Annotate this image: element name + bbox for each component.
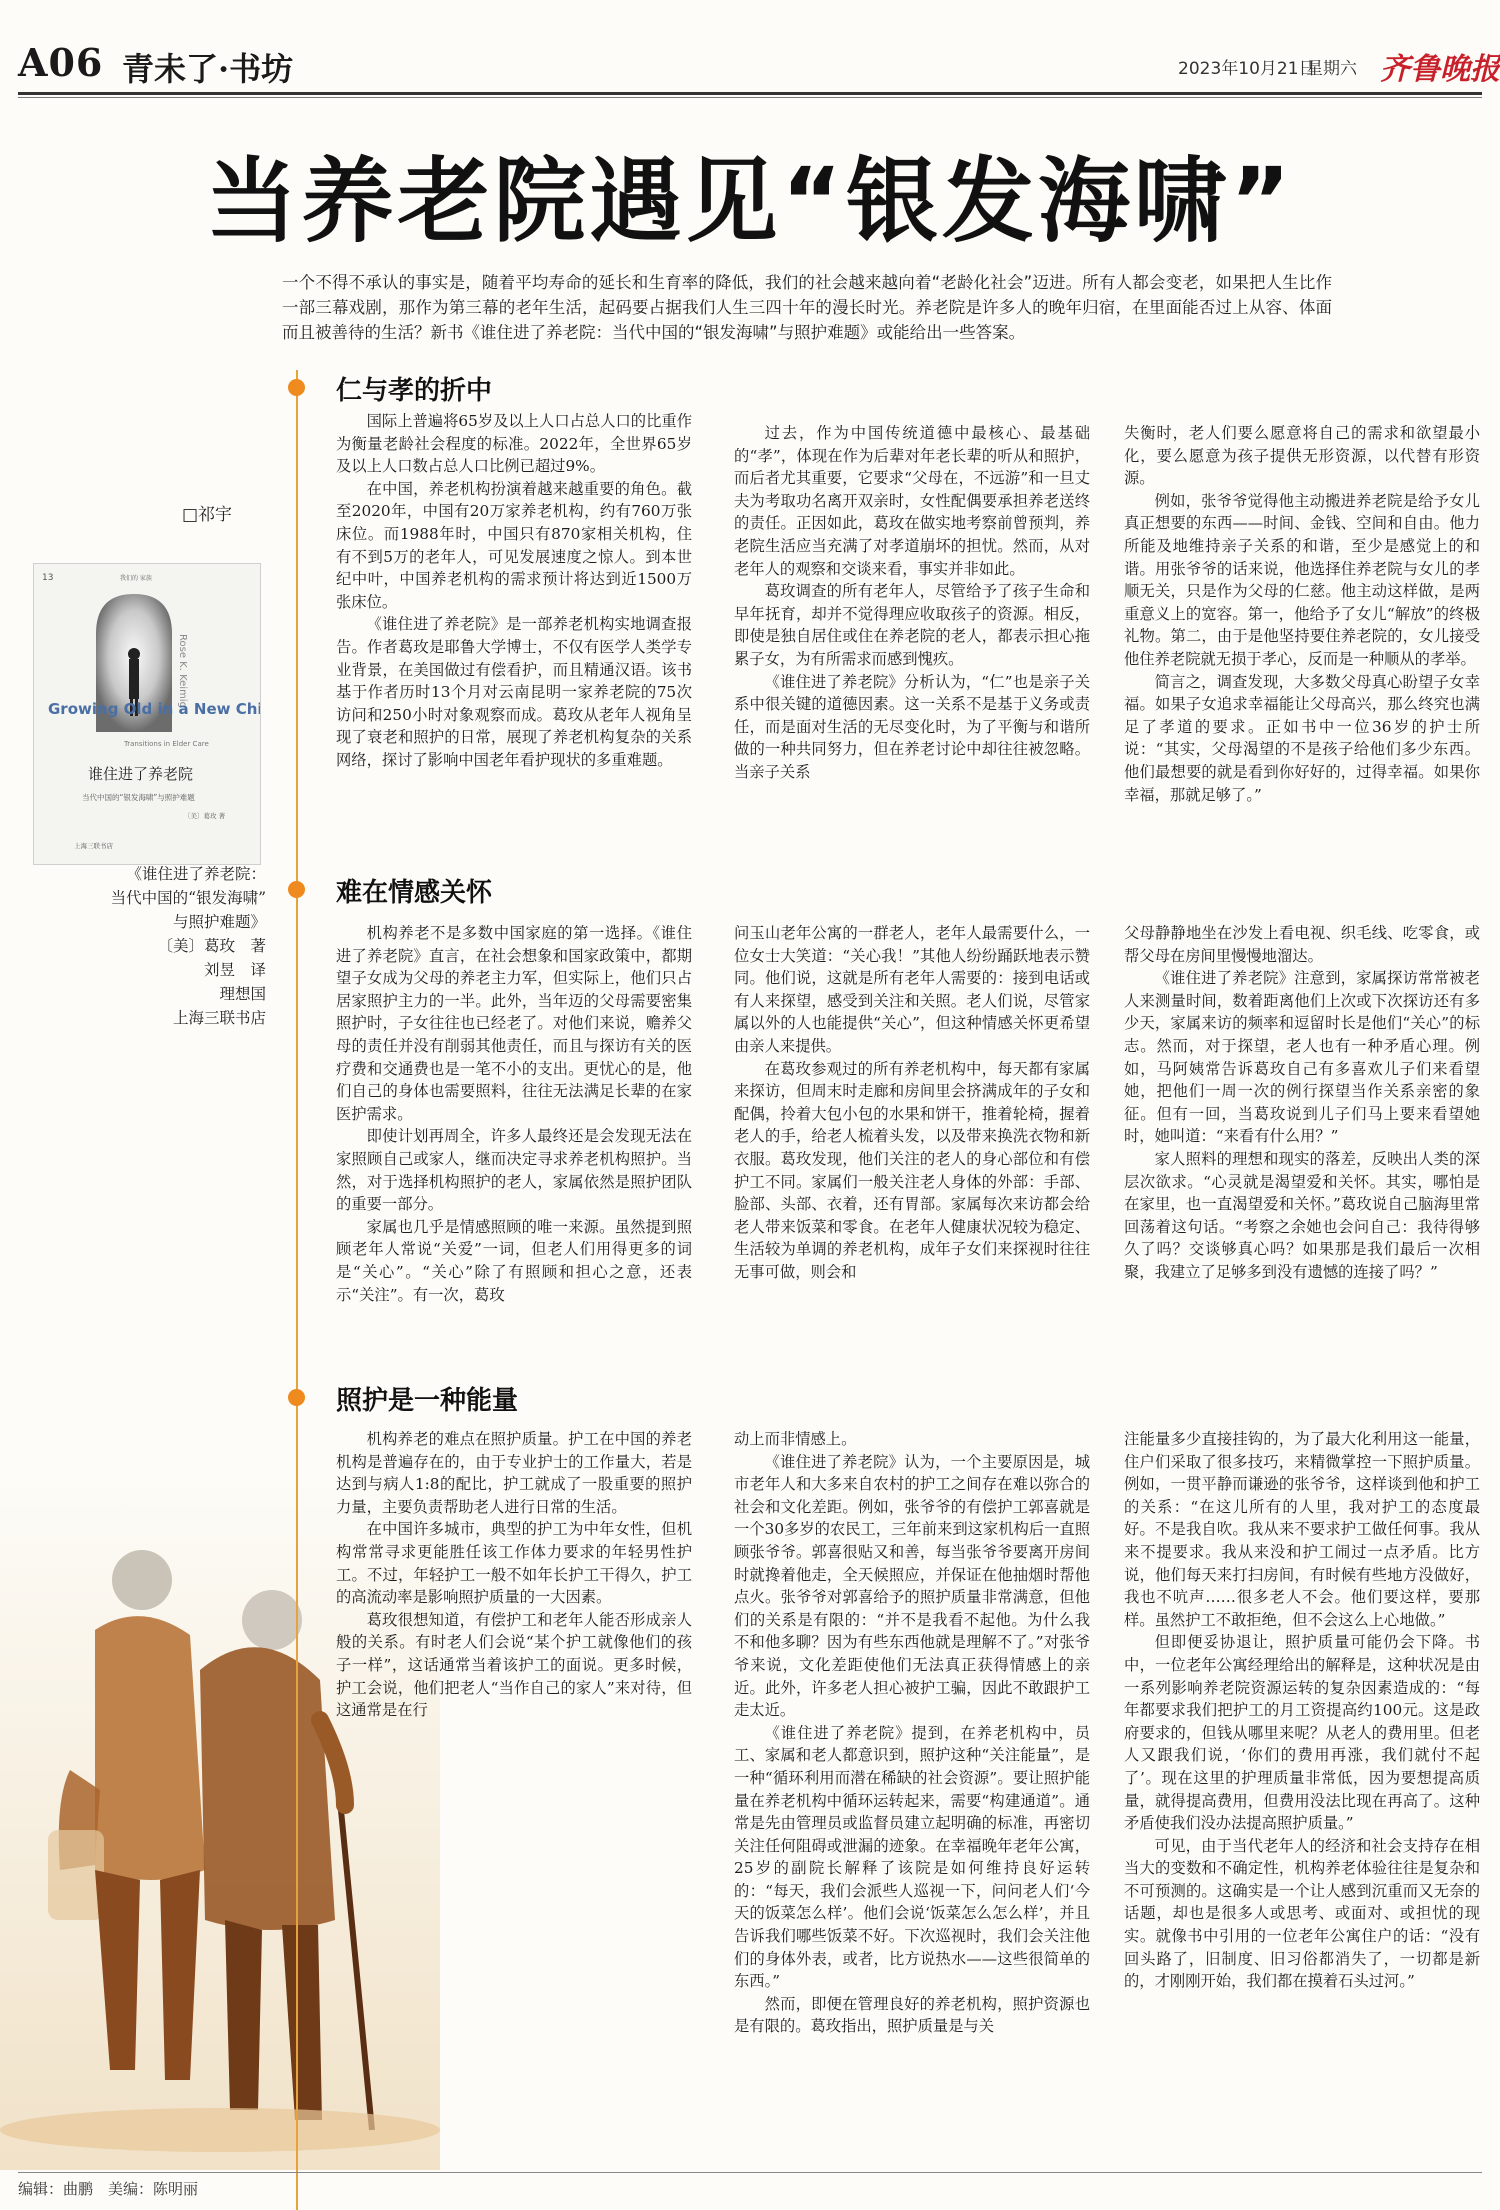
paragraph: 《谁住进了养老院》提到，在养老机构中，员工、家属和老人都意识到，照护这种“关注能量”，是一种“循环利用而潜在稀缺的社会资源”。要让照护能量在养老机构中循环运转起来，需要“构建通道”。通常是先由管理员或监督员建立起明确的标准，再密切关注任何阻碍或泄漏的迹象。在幸福晚年老年公寓，25岁的副院长解释了该院是如何维持良好运转的：“每天，我们会派些人巡视一下，问问老人们‘今天的饭菜怎么样’。他们会说‘饭菜怎么怎么样’，并且告诉我们哪些饭菜不好。下次巡视时，我们会关注他们的身体外表，或者，比方说热水——这些很简单的东西。” (734, 1723, 1090, 1991)
paragraph: 例如，张爷爷觉得他主动搬进养老院是给予女儿真正想要的东西——时间、金钱、空间和自由。他力所能及地维持亲子关系的和谐，至少是感觉上的和谐。用张爷爷的话来说，他选择住养老院与女儿的孝顺无关，只是作为父母的仁慈。他主动这样做，是两重意义上的宽容。第一，他给予了女儿“解放”的终极礼物。第二，由于是他坚持要住养老院的，女儿接受他住养老院就无损于孝心，反而是一种顺从的孝举。 (1124, 491, 1480, 668)
article-column (336, 922, 692, 1362)
caption-line: 〔美〕葛玫 著 (157, 937, 266, 955)
paragraph: 机构养老不是多数中国家庭的第一选择。《谁住进了养老院》直言，在社会想象和国家政策中，都期望子女成为父母的养老主力军，但实际上，他们只占居家照护主力的一半。此外，当年迈的父母需要密集照护时，子女往往也已经老了。对他们来说，赡养父母的责任并没有削弱其他责任，而且与探访有关的医疗费和交通费也是一笔不小的支出。更忧心的是，他们自己的身体也需要照料，往往无法满足长辈的在家医护需求。 (336, 924, 692, 1123)
caption-line: 《谁住进了养老院： (126, 865, 266, 883)
book-cover (33, 563, 261, 865)
paragraph: 在葛玫参观过的所有养老机构中，每天都有家属来探访，但周末时走廊和房间里会挤满成年的子女和配偶，拎着大包小包的水果和饼干，推着轮椅，握着老人的手，给老人梳着头发，以及带来换洗衣物和新衣服。葛玫发现，他们关注的老人的身心部位和有偿护工不同。家属们一般关注老人身体的外部：手部、脸部、头部、衣着，还有胃部。家属每次来访都会给老人带来饭菜和零食。在老年人健康状况较为稳定、生活较为单调的养老机构，成年子女们来探视时往往无事可做，则会和 (734, 1059, 1090, 1281)
paragraph: 《谁住进了养老院》注意到，家属探访常常被老人来测量时间，数着距离他们上次或下次探访还有多少天，家属来访的频率和逗留时长是他们“关心”的标志。然而，对于探望，老人也有一种矛盾心理。例如，马阿姨常告诉葛玫自己有多喜欢儿子们来看望她，把他们一周一次的例行探望当作关系亲密的象征。但有一回，当葛玫说到儿子们马上要来看望她时，她叫道：“来看有什么用？” (1124, 969, 1480, 1146)
section-dot-icon (288, 379, 305, 396)
paragraph: 《谁住进了养老院》是一部养老机构实地调查报告。作者葛玫是耶鲁大学博士，不仅有医学人类学专业背景，在美国做过有偿看护，而且精通汉语。该书基于作者历时13个月对云南昆明一家养老院的75次访问和250小时对象观察而成。葛玫从老年人视角呈现了衰老和照护的日常，展现了养老机构复杂的关系网络，探讨了影响中国老年看护现状的多重难题。 (336, 615, 692, 769)
paragraph: 家人照料的理想和现实的落差，反映出人类的深层次欲求。“心灵就是渴望爱和关怀。其实，哪怕是在家里，也一直渴望爱和关怀。”葛玫说自己脑海里常回荡着这句话。“考察之余她也会问自己：我待得够久了吗？交谈够真心吗？如果那是我们最后一次相聚，我建立了足够多到没有遗憾的连接了吗？” (1124, 1149, 1480, 1281)
paragraph: 家属也几乎是情感照顾的唯一来源。虽然提到照顾老年人常说“关爱”一词，但老人们用得更多的词是“关心”。“关心”除了有照顾和担心之意，还表示“关注”。有一次，葛玫 (336, 1217, 692, 1304)
paragraph: 在中国许多城市，典型的护工为中年女性，但机构常常寻求更能胜任该工作体力要求的年轻男性护工。不过，年轻护工一般不如年长护工干得久，护工的高流动率是影响照护质量的一大因素。 (336, 1520, 692, 1607)
page-number: A06 (18, 40, 104, 85)
cover-number: 13 (42, 573, 54, 583)
paragraph: 国际上普遍将65岁及以上人口占总人口的比重作为衡量老龄社会程度的标准。2022年，全世界65岁及以上人口数占总人口比例已超过9%。 (336, 412, 692, 476)
editor-credits: 编辑：曲鹏 美编：陈明丽 (18, 2180, 199, 2198)
cover-subtitle: 当代中国的“银发海啸”与照护难题 (82, 793, 195, 802)
paragraph: 机构养老的难点在照护质量。护工在中国的养老机构是普遍存在的，由于专业护士的工作量大，若是达到与病人1:8的配比，护工就成了一股重要的照护力量，主要负责帮助老人进行日常的生活。 (336, 1430, 692, 1516)
caption-line: 与照护难题》 (172, 913, 266, 931)
article-column (734, 922, 1090, 1362)
cover-author-en: Rose K. Keimig (177, 634, 188, 708)
section-title: 照护是一种能量 (336, 1386, 519, 1416)
caption-line: 上海三联书店 (172, 1009, 266, 1027)
paragraph: 动上而非情感上。 (734, 1430, 857, 1448)
paragraph: 简言之，调查发现，大多数父母真心盼望子女幸福。如果子女追求幸福能让父母高兴，那么终究也满足了孝道的要求。正如书中一位36岁的护士所说：“其实，父母渴望的不是孩子给他们多少东西。他们最想要的就是看到你好好的，过得幸福。如果你幸福，那就足够了。” (1124, 672, 1480, 804)
paragraph: 然而，即便在管理良好的养老机构，照护资源也是有限的。葛玫指出，照护质量是与关 (734, 1994, 1090, 2036)
paragraph: 即使计划再周全，许多人最终还是会发现无法在家照顾自己或家人，继而决定寻求养老机构照护。当然，对于选择机构照护的老人，家属依然是照护团队的重要一部分。 (336, 1127, 692, 1214)
paragraph: 《谁住进了养老院》认为，一个主要原因是，城市老年人和大多来自农村的护工之间存在难以弥合的社会和文化差距。例如，张爷爷的有偿护工郭喜就是一个30多岁的农民工，三年前来到这家机构后一直照顾张爷爷。郭喜很贴又和善，每当张爷爷要离开房间时就搀着他走，全天候照应，并保证在他抽烟时帮他点火。张爷爷对郭喜给予的照护质量非常满意，但他们的关系是有限的：“并不是我看不起他。为什么我不和他多聊？因为有些东西他就是理解不了。”对张爷爷来说，文化差距使他们无法真正获得情感上的亲近。此外，许多老人担心被护工骗，因此不敢跟护工走太近。 (734, 1452, 1090, 1720)
cover-title: 谁住进了养老院 (88, 765, 194, 783)
caption-line: 当代中国的“银发海啸” (110, 889, 266, 907)
masthead-logo: 齐鲁晚报 (1380, 52, 1500, 87)
section-rule (296, 370, 298, 2210)
paragraph: 过去，作为中国传统道德中最核心、最基础的“孝”，体现在作为后辈对年老长辈的听从和照护，而后者尤其重要，它要求“父母在，不远游”和一旦丈夫为考取功名离开双亲时，女性配偶要承担养老送终的责任。正因如此，葛玫在做实地考察前曾预判，养老院生活应当充满了对孝道崩坏的担忧。然而，从对老年人的观察和交谈来看，事实并非如此。 (734, 424, 1090, 578)
footer-rule (18, 2172, 1482, 2173)
paragraph: 葛玫调查的所有老年人，尽管给予了孩子生命和早年抚育，却并不觉得理应收取孩子的资源。相反，即使是独自居住或住在养老院的老人，都表示担心拖累子女，为有所需求而感到愧疚。 (734, 582, 1090, 668)
lede-paragraph: 一个不得不承认的事实是，随着平均寿命的延长和生育率的降低，我们的社会越来越向着“老龄化社会”迈进。所有人都会变老，如果把人生比作一部三幕戏剧，那作为第三幕的老年生活，起码要占据我们人生三四十年的漫长时光。养老院是许多人的晚年归宿，在里面能否过上从容、体面而且被善待的生活？新书《谁住进了养老院：当代中国的“银发海啸”与照护难题》或能给出一些答案。 (282, 273, 1332, 342)
paragraph: 可见，由于当代老年人的经济和社会支持存在相当大的变数和不确定性，机构养老体验往往是复杂和不可预测的。这确实是一个让人感到沉重而又无奈的话题，却也是很多人或思考、或面对、或担忧的现实。就像书中引用的一位老年公寓住户的话：“没有回头路了，旧制度、旧习俗都消失了，一切都是新的，才刚刚开始，我们都在摸着石头过河。” (1124, 1836, 1480, 1991)
caption-line: 刘昱 译 (203, 961, 266, 979)
cover-top-small: 我们的 家族 (120, 575, 152, 582)
cover-en-title: Growing Old in a New China (48, 700, 260, 718)
section-title: 仁与孝的折中 (336, 376, 493, 406)
paragraph: 但即便妥协退让，照护质量可能仍会下降。书中，一位老年公寓经理给出的解释是，这种状况是由一系列影响养老院资源运转的复杂因素造成的：“每年都要求我们把护工的月工资提高约100元。这是政府要求的，但钱从哪里来呢？从老人的费用里。但老人又跟我们说，‘你们的费用再涨，我们就付不起了’。现在这里的护理质量非常低，因为要想提高质量，就得提高费用，但费用没法比现在再高了。这种矛盾使我们没办法提高照护质量。” (1124, 1633, 1480, 1833)
section-dot-icon (288, 1389, 305, 1406)
paragraph: 葛玫很想知道，有偿护工和老年人能否形成亲人般的关系。有时老人们会说“某个护工就像他们的孩子一样”，这话通常当着该护工的面说。更多时候，护工会说，他们把老人“当作自己的家人”来对待，但这通常是在行 (336, 1610, 692, 1720)
paragraph: 父母静静地坐在沙发上看电视、织毛线、吃零食，或帮父母在房间里慢慢地溜达。 (1124, 924, 1480, 965)
header-rule (18, 92, 1482, 95)
book-caption (26, 862, 266, 1030)
issue-weekday: 星期六 (1306, 59, 1357, 79)
cover-publisher: 上海三联书店 (74, 842, 113, 850)
man-head (242, 1590, 302, 1650)
paragraph: 注能量多少直接挂钩的，为了最大化利用这一能量，住户们采取了很多技巧，来精微掌控一下照护质量。例如，一贯平静而谦逊的张爷爷，这样谈到他和护工的关系：“在这儿所有的人里，我对护工的态度最好。不是我自吹。我从来不要求护工做任何事。我从来不提要求。我从来没和护工闹过一点矛盾。比方说，他们每天来打扫房间，有时候有些地方没做好，我也不吭声……很多老人不会。他们要这样，要那样。虽然护工不敢拒绝，但不会这么上心地做。” (1124, 1430, 1480, 1629)
article-column (336, 410, 692, 850)
article-column (1124, 1428, 1480, 2158)
section-name: 青未了·书坊 (122, 50, 294, 88)
paragraph: 问玉山老年公寓的一群老人，老年人最需要什么，一位女士大笑道：“关心我！”其他人纷纷踊跃地表示赞同。他们说，这就是所有老年人需要的：接到电话或有人来探望，感受到关注和关照。老人们说，尽管家属以外的人也能提供“关心”，但这种情感关怀更希望由亲人来提供。 (734, 924, 1090, 1055)
byline: □祁宇 (182, 505, 233, 525)
walking-figure-icon (129, 659, 139, 699)
article-column (336, 1428, 692, 1888)
article-column (734, 422, 1090, 850)
cover-author-cn: 〔美〕葛玫 著 (184, 812, 226, 820)
article-column (1124, 922, 1480, 1362)
article-column (734, 1428, 1090, 2158)
paragraph: 在中国，养老机构扮演着越来越重要的角色。截至2020年，中国有20万家养老机构，约有760万张床位。而1988年时，中国只有870家相关机构，住有不到5万的老年人，可见发展速度之惊人。到本世纪中叶，中国养老机构的需求预计将达到近1500万张床位。 (336, 479, 692, 611)
woman-head (112, 1550, 172, 1610)
header-rule-thin (18, 97, 1482, 98)
paragraph: 《谁住进了养老院》分析认为，“仁”也是亲子关系中很关键的道德因素。这一关系不是基于义务或责任，而是面对生活的无尽变化时，为了平衡与和谐所做的一种共同努力，但在养老讨论中却往往被忽略。当亲子关系 (734, 672, 1090, 781)
issue-date: 2023年10月21日 (1178, 59, 1316, 79)
paragraph: 失衡时，老人们要么愿意将自己的需求和欲望最小化，要么愿意为孩子提供无形资源，以代替有形资源。 (1124, 424, 1480, 488)
caption-line: 理想国 (219, 985, 266, 1003)
section-title: 难在情感关怀 (336, 878, 493, 908)
cover-en-sub: Transitions in Elder Care (124, 740, 209, 748)
section-dot-icon (288, 881, 305, 898)
article-column (1124, 422, 1480, 850)
headline: 当养老院遇见“银发海啸” (205, 148, 1295, 255)
book-cover-art (34, 564, 260, 864)
